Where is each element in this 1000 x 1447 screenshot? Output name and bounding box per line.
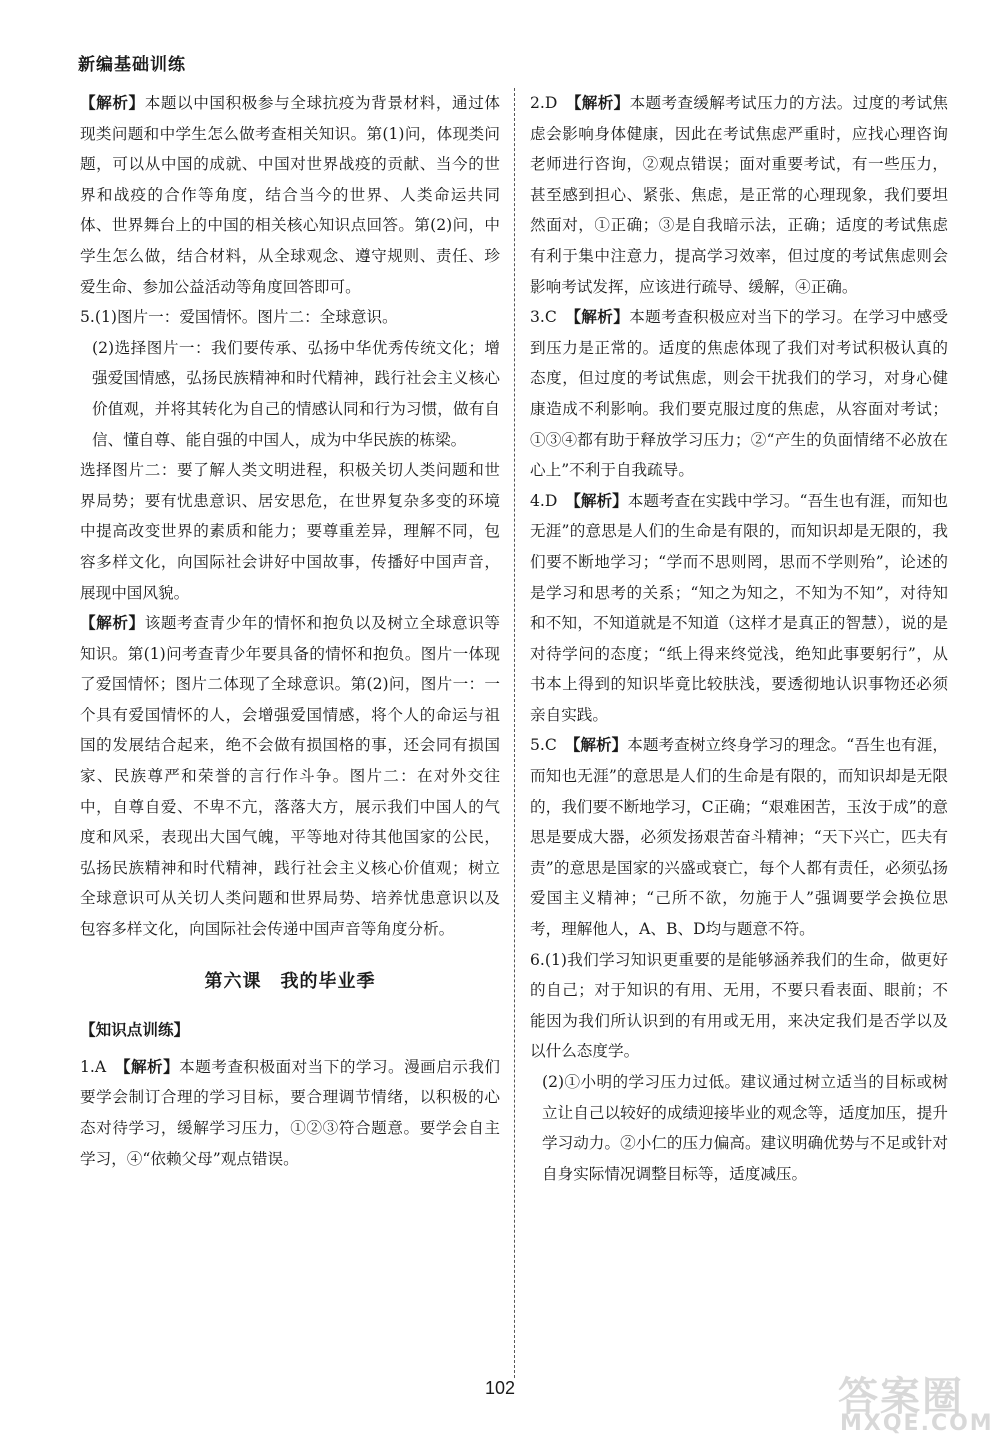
answer-q4: [530, 486, 948, 731]
answer-prefix: 3.C: [530, 308, 574, 327]
answer-prefix: 1.A: [80, 1057, 123, 1076]
analysis-text: 本题考查积极面对当下的学习。漫画启示我们要学会制订合理的学习目标，要合理调节情绪，以积极的心态对待学习，缓解学习压力，①②③符合题意。要学会自主学习，④“依赖父母”观点错误。: [80, 1057, 500, 1168]
column-divider: [514, 88, 515, 1378]
analysis-text: 本题考查在实践中学习。“吾生也有涯，而知也无涯”的意思是人们的生命是有限的，而知识却是无限的，我们要不断地学习；“学而不思则罔，思而不学则殆”，论述的是学习和思考的关系；“知之为知之，不知为不知”，对待知和不知，不知道就是不知道（这样才是真正的智慧），说的是对待学问的态度；“纸上得来终觉浅，绝知此事要躬行”，从书本上得到的知识毕竟比较肤浅，要透彻地认识事物还必须亲自实践。: [530, 491, 948, 724]
answer-prefix: 5.C: [530, 736, 573, 755]
answer-q6-part2: (2)①小明的学习压力过低。建议通过树立适当的目标或树立让自己以较好的成绩迎接毕业的观念等，适度加压，提升学习动力。②小仁的压力偏高。建议明确优势与不足或针对自身实际情况调整目标等，适度减压。: [542, 1073, 948, 1183]
watermark-logo: [808, 1365, 994, 1441]
answer-q6-part1: 6.(1)我们学习知识更重要的是能够涵养我们的生命，做更好的自己；对于知识的有用、无用，不要只看表面、眼前；不能因为我们所认识到的有用或无用，来决定我们是否学以及以什么态度学。: [530, 950, 948, 1061]
page-number: 102: [484, 1378, 516, 1398]
analysis-text: 本题考查树立终身学习的理念。“吾生也有涯，而知也无涯”的意思是人们的生命是有限的，而知识却是无限的，我们要不断地学习，C正确；“艰难困苦，玉汝于成”的意思是要成大器，必须发扬艰苦奋斗精神；“天下兴亡，匹夫有责”的意思是国家的兴盛或衰亡，每个人都有责任，必须弘扬爱国主义精神；“己所不欲，勿施于人”强调要学会换位思考，理解他人，A、B、D均与题意不符。: [530, 736, 949, 939]
answer-prefix: 2.D: [530, 94, 574, 112]
answer-q5-part1: 5.(1)图片一：爱国情怀。图片二：全球意识。: [80, 308, 398, 327]
answer-q2: [530, 88, 948, 302]
watermark-url: MXQE.COM: [840, 1411, 994, 1436]
book-title: 新编基础训练: [78, 55, 186, 75]
analysis-text: 本题以中国积极参与全球抗疫为背景材料，通过体现类问题和中学生怎么做考查相关知识。第(1)问，体现类问题，可以从中国的成就、中国对世界战疫的贡献、当今的世界和战疫的合作等角度，结合当今的世界、人类命运共同体、世界舞台上的中国的相关核心知识点回答。第(2)问，中学生怎么做，结合材料，从全球观念、遵守规则、责任、珍爱生命、参加公益活动等角度回答即可。: [80, 94, 500, 296]
lesson-title: 第六课 我的毕业季: [204, 970, 376, 992]
watermark-text: 答案圈: [838, 1374, 964, 1420]
section-label: 【知识点训练】: [80, 1021, 190, 1040]
answer-q5: [530, 730, 948, 944]
analysis-tag: 【解析】: [573, 490, 628, 510]
analysis-tag: 【解析】: [80, 93, 145, 112]
right-column: [530, 88, 948, 1189]
analysis-text: 本题考查缓解考试压力的方法。过度的考试焦虑会影响身体健康，因此在考试焦虑严重时，应找心理咨询老师进行咨询，②观点错误；面对重要考试，有一些压力，甚至感到担心、紧张、焦虑，是正常的心理现象，我们要坦然面对，①正确；③是自我暗示法，正确；适度的考试焦虑有利于集中注意力，提高学习效率，但过度的考试焦虑则会影响考试发挥，应该进行疏导、缓解，④正确。: [530, 94, 948, 296]
analysis-tag: 【解析】: [80, 613, 145, 633]
analysis-tag: 【解析】: [573, 93, 630, 112]
analysis-tag: 【解析】: [573, 307, 630, 327]
analysis-tag: 【解析】: [572, 735, 628, 755]
analysis-text: 该题考查青少年的情怀和抱负以及树立全球意识等知识。第(1)问考查青少年要具备的情怀和抱负。图片一体现了爱国情怀；图片二体现了全球意识。第(2)问，图片一：一个具有爱国情怀的人，会增强爱国情感，将个人的命运与祖国的发展结合起来，绝不会做有损国格的事，还会同有损国家、民族尊严和荣誉的言行作斗争。图片二：在对外交往中，自尊自爱、不卑不亢，落落大方，展示我们中国人的气度和风采，表现出大国气魄，平等地对待其他国家的公民，弘扬民族精神和时代精神，践行社会主义核心价值观；树立全球意识可从关切人类问题和世界局势、培养忧患意识以及包容多样文化，向国际社会传递中国声音等角度分析。: [80, 614, 500, 939]
analysis-block-q5: [80, 608, 500, 945]
answer-q5-part2-option1: (2)选择图片一：我们要传承、弘扬中华优秀传统文化；增强爱国情感，弘扬民族精神和时代精神，践行社会主义核心价值观，并将其转化为自己的情感认同和行为习惯，做有自信、懂自尊、能自强的中国人，成为中华民族的栋梁。: [92, 338, 500, 449]
analysis-block-q4: [80, 88, 500, 302]
answer-q3: [530, 302, 948, 486]
answer-q5-part2-option2: 选择图片二：要了解人类文明进程，积极关切人类问题和世界局势；要有忧患意识、居安思危，在世界复杂多变的环境中提高改变世界的素质和能力；要尊重差异，理解不同，包容多样文化，向国际社会讲好中国故事，传播好中国声音，展现中国风貌。: [80, 461, 500, 602]
answer-q1: [80, 1052, 500, 1174]
analysis-tag: 【解析】: [122, 1056, 180, 1076]
answer-prefix: 4.D: [530, 491, 574, 510]
analysis-text: 本题考查积极应对当下的学习。在学习中感受到压力是正常的。适度的焦虑体现了我们对考试积极认真的态度，但过度的考试焦虑，则会干扰我们的学习，对身心健康造成不利影响。我们要克服过度的焦虑，从容面对考试；①③④都有助于释放学习压力；②“产生的负面情绪不必放在心上”不利于自我疏导。: [530, 308, 948, 480]
left-column: [80, 88, 500, 1174]
